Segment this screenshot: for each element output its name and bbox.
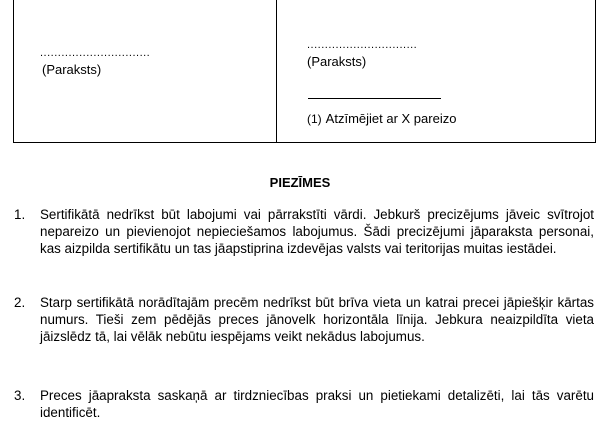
signature-dotted-line-right: ...............................: [307, 39, 418, 51]
note-item-3: [14, 387, 594, 421]
footnote-text: Atzīmējiet ar X pareizo: [325, 111, 457, 126]
note-text: Starp sertifikātā norādītajām precēm nedrīkst būt brīva vieta un katrai precei jāpiešķir kārtas numurs. Tieši zem pēdējās preces jānovelk horizontāla līnija. Jebkura neaizpildīta vieta jāizslēdz tā, lai vēlāk nebūtu iespējams veikt nekādus labojumus.: [40, 295, 594, 344]
note-item-2: [14, 294, 594, 345]
note-text: Sertifikātā nedrīkst būt labojumi vai pārrakstīti vārdi. Jebkurš precizējums jāveic svītrojot nepareizo un pievienojot nepieciešamos labojumus. Šādi precizējumi jāparaksta personai, kas aizpilda sertifikātu un tas jāapstiprina izdevējas valsts vai teritorijas muitas iestādei.: [40, 207, 594, 256]
signature-label-right: (Paraksts): [307, 54, 367, 69]
note-item-1: [14, 206, 594, 257]
footnote-marker: (1): [307, 112, 322, 126]
note-number: 1.: [14, 207, 26, 222]
signature-dotted-line-left: ...............................: [40, 47, 151, 59]
notes-title: PIEZĪMES: [269, 175, 331, 190]
signature-box-divider: [276, 0, 277, 142]
footnote: [307, 110, 456, 128]
footnote-rule: [308, 98, 441, 99]
note-text: Preces jāapraksta saskaņā ar tirdzniecības praksi un pietiekami detalizēti, lai tās varētu identificēt.: [40, 388, 594, 420]
note-number: 2.: [14, 295, 26, 310]
note-number: 3.: [14, 388, 26, 403]
signature-label-left: (Paraksts): [42, 62, 102, 77]
